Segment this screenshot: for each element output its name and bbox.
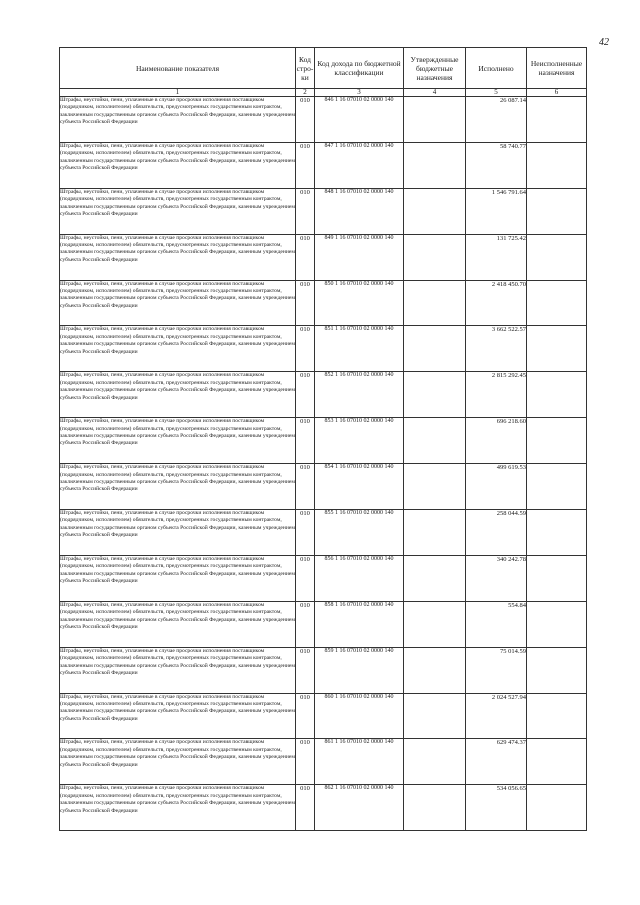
revenue-code-cell: 860 1 16 07010 02 0000 140 [315, 693, 404, 739]
table-row [60, 510, 587, 556]
column-number: 5 [466, 89, 527, 97]
executed-cell: 1 546 791.64 [466, 188, 527, 234]
column-number: 3 [315, 89, 404, 97]
line-code-cell: 010 [296, 188, 315, 234]
executed-cell: 534 056.65 [466, 785, 527, 831]
header-approved: Утвержденные бюджетные назначения [404, 48, 466, 89]
executed-cell: 499 619.53 [466, 464, 527, 510]
table-header-row [60, 48, 587, 89]
line-code-cell: 010 [296, 555, 315, 601]
revenue-code-cell: 846 1 16 07010 02 0000 140 [315, 97, 404, 143]
executed-cell: 75 014.59 [466, 647, 527, 693]
unexecuted-cell [527, 647, 587, 693]
table-row [60, 142, 587, 188]
line-code-cell: 010 [296, 510, 315, 556]
executed-cell: 554.84 [466, 601, 527, 647]
executed-cell: 2 418 450.70 [466, 280, 527, 326]
indicator-name-cell: Штрафы, неустойки, пени, уплаченные в случае просрочки исполнения поставщиком (подрядчиком, исполнителем) обязательств, предусмотренных государственным контрактом, заключенным государственным органом субъекта Российской Федерации, казенным учреждением субъекта Российской Федерации [60, 693, 296, 739]
line-code-cell: 010 [296, 739, 315, 785]
line-code-cell: 010 [296, 464, 315, 510]
table-row [60, 372, 587, 418]
header-indicator-name: Наименование показателя [60, 48, 296, 89]
revenue-code-cell: 847 1 16 07010 02 0000 140 [315, 142, 404, 188]
approved-cell [404, 326, 466, 372]
unexecuted-cell [527, 326, 587, 372]
revenue-table [59, 47, 587, 831]
line-code-cell: 010 [296, 372, 315, 418]
indicator-name-cell: Штрафы, неустойки, пени, уплаченные в случае просрочки исполнения поставщиком (подрядчиком, исполнителем) обязательств, предусмотренных государственным контрактом, заключенным государственным органом субъекта Российской Федерации, казенным учреждением субъекта Российской Федерации [60, 326, 296, 372]
header-revenue-code: Код дохода по бюджетной классификации [315, 48, 404, 89]
approved-cell [404, 693, 466, 739]
line-code-cell: 010 [296, 601, 315, 647]
approved-cell [404, 280, 466, 326]
approved-cell [404, 188, 466, 234]
approved-cell [404, 785, 466, 831]
unexecuted-cell [527, 97, 587, 143]
unexecuted-cell [527, 188, 587, 234]
approved-cell [404, 97, 466, 143]
executed-cell: 58 740.77 [466, 142, 527, 188]
line-code-cell: 010 [296, 280, 315, 326]
executed-cell: 629 474.37 [466, 739, 527, 785]
executed-cell: 3 662 522.57 [466, 326, 527, 372]
approved-cell [404, 372, 466, 418]
approved-cell [404, 510, 466, 556]
table-row [60, 280, 587, 326]
indicator-name-cell: Штрафы, неустойки, пени, уплаченные в случае просрочки исполнения поставщиком (подрядчиком, исполнителем) обязательств, предусмотренных государственным контрактом, заключенным государственным органом субъекта Российской Федерации, казенным учреждением субъекта Российской Федерации [60, 510, 296, 556]
approved-cell [404, 234, 466, 280]
approved-cell [404, 418, 466, 464]
unexecuted-cell [527, 418, 587, 464]
executed-cell: 26 087.14 [466, 97, 527, 143]
table-row [60, 647, 587, 693]
revenue-code-cell: 861 1 16 07010 02 0000 140 [315, 739, 404, 785]
line-code-cell: 010 [296, 97, 315, 143]
column-number: 2 [296, 89, 315, 97]
unexecuted-cell [527, 785, 587, 831]
revenue-code-cell: 856 1 16 07010 02 0000 140 [315, 555, 404, 601]
indicator-name-cell: Штрафы, неустойки, пени, уплаченные в случае просрочки исполнения поставщиком (подрядчиком, исполнителем) обязательств, предусмотренных государственным контрактом, заключенным государственным органом субъекта Российской Федерации, казенным учреждением субъекта Российской Федерации [60, 464, 296, 510]
approved-cell [404, 601, 466, 647]
unexecuted-cell [527, 739, 587, 785]
executed-cell: 340 242.78 [466, 555, 527, 601]
line-code-cell: 010 [296, 647, 315, 693]
line-code-cell: 010 [296, 693, 315, 739]
indicator-name-cell: Штрафы, неустойки, пени, уплаченные в случае просрочки исполнения поставщиком (подрядчиком, исполнителем) обязательств, предусмотренных государственным контрактом, заключенным государственным органом субъекта Российской Федерации, казенным учреждением субъекта Российской Федерации [60, 418, 296, 464]
header-executed: Исполнено [466, 48, 527, 89]
revenue-code-cell: 851 1 16 07010 02 0000 140 [315, 326, 404, 372]
unexecuted-cell [527, 601, 587, 647]
approved-cell [404, 739, 466, 785]
approved-cell [404, 555, 466, 601]
indicator-name-cell: Штрафы, неустойки, пени, уплаченные в случае просрочки исполнения поставщиком (подрядчиком, исполнителем) обязательств, предусмотренных государственным контрактом, заключенным государственным органом субъекта Российской Федерации, казенным учреждением субъекта Российской Федерации [60, 188, 296, 234]
revenue-code-cell: 859 1 16 07010 02 0000 140 [315, 647, 404, 693]
executed-cell: 258 044.59 [466, 510, 527, 556]
unexecuted-cell [527, 464, 587, 510]
indicator-name-cell: Штрафы, неустойки, пени, уплаченные в случае просрочки исполнения поставщиком (подрядчиком, исполнителем) обязательств, предусмотренных государственным контрактом, заключенным государственным органом субъекта Российской Федерации, казенным учреждением субъекта Российской Федерации [60, 785, 296, 831]
indicator-name-cell: Штрафы, неустойки, пени, уплаченные в случае просрочки исполнения поставщиком (подрядчиком, исполнителем) обязательств, предусмотренных государственным контрактом, заключенным государственным органом субъекта Российской Федерации, казенным учреждением субъекта Российской Федерации [60, 280, 296, 326]
header-line-code: Код стро-ки [296, 48, 315, 89]
column-number: 1 [60, 89, 296, 97]
indicator-name-cell: Штрафы, неустойки, пени, уплаченные в случае просрочки исполнения поставщиком (подрядчиком, исполнителем) обязательств, предусмотренных государственным контрактом, заключенным государственным органом субъекта Российской Федерации, казенным учреждением субъекта Российской Федерации [60, 142, 296, 188]
revenue-code-cell: 850 1 16 07010 02 0000 140 [315, 280, 404, 326]
table-row [60, 464, 587, 510]
revenue-code-cell: 848 1 16 07010 02 0000 140 [315, 188, 404, 234]
table-row [60, 739, 587, 785]
line-code-cell: 010 [296, 785, 315, 831]
unexecuted-cell [527, 372, 587, 418]
indicator-name-cell: Штрафы, неустойки, пени, уплаченные в случае просрочки исполнения поставщиком (подрядчиком, исполнителем) обязательств, предусмотренных государственным контрактом, заключенным государственным органом субъекта Российской Федерации, казенным учреждением субъекта Российской Федерации [60, 372, 296, 418]
table-row [60, 693, 587, 739]
unexecuted-cell [527, 510, 587, 556]
revenue-code-cell: 862 1 16 07010 02 0000 140 [315, 785, 404, 831]
table-row [60, 785, 587, 831]
unexecuted-cell [527, 234, 587, 280]
unexecuted-cell [527, 142, 587, 188]
unexecuted-cell [527, 693, 587, 739]
line-code-cell: 010 [296, 142, 315, 188]
table-row [60, 326, 587, 372]
table-row [60, 97, 587, 143]
table-row [60, 234, 587, 280]
column-numbering-row [60, 89, 587, 97]
indicator-name-cell: Штрафы, неустойки, пени, уплаченные в случае просрочки исполнения поставщиком (подрядчиком, исполнителем) обязательств, предусмотренных государственным контрактом, заключенным государственным органом субъекта Российской Федерации, казенным учреждением субъекта Российской Федерации [60, 739, 296, 785]
table-row [60, 601, 587, 647]
indicator-name-cell: Штрафы, неустойки, пени, уплаченные в случае просрочки исполнения поставщиком (подрядчиком, исполнителем) обязательств, предусмотренных государственным контрактом, заключенным государственным органом субъекта Российской Федерации, казенным учреждением субъекта Российской Федерации [60, 601, 296, 647]
revenue-code-cell: 853 1 16 07010 02 0000 140 [315, 418, 404, 464]
table-row [60, 418, 587, 464]
revenue-code-cell: 858 1 16 07010 02 0000 140 [315, 601, 404, 647]
indicator-name-cell: Штрафы, неустойки, пени, уплаченные в случае просрочки исполнения поставщиком (подрядчиком, исполнителем) обязательств, предусмотренных государственным контрактом, заключенным государственным органом субъекта Российской Федерации, казенным учреждением субъекта Российской Федерации [60, 647, 296, 693]
column-number: 6 [527, 89, 587, 97]
column-number: 4 [404, 89, 466, 97]
indicator-name-cell: Штрафы, неустойки, пени, уплаченные в случае просрочки исполнения поставщиком (подрядчиком, исполнителем) обязательств, предусмотренных государственным контрактом, заключенным государственным органом субъекта Российской Федерации, казенным учреждением субъекта Российской Федерации [60, 555, 296, 601]
unexecuted-cell [527, 555, 587, 601]
revenue-code-cell: 854 1 16 07010 02 0000 140 [315, 464, 404, 510]
table-row [60, 555, 587, 601]
approved-cell [404, 142, 466, 188]
approved-cell [404, 647, 466, 693]
executed-cell: 2 024 527.94 [466, 693, 527, 739]
table-row [60, 188, 587, 234]
unexecuted-cell [527, 280, 587, 326]
line-code-cell: 010 [296, 418, 315, 464]
line-code-cell: 010 [296, 326, 315, 372]
executed-cell: 2 815 292.45 [466, 372, 527, 418]
indicator-name-cell: Штрафы, неустойки, пени, уплаченные в случае просрочки исполнения поставщиком (подрядчиком, исполнителем) обязательств, предусмотренных государственным контрактом, заключенным государственным органом субъекта Российской Федерации, казенным учреждением субъекта Российской Федерации [60, 234, 296, 280]
page-number: 42 [599, 37, 609, 48]
revenue-code-cell: 852 1 16 07010 02 0000 140 [315, 372, 404, 418]
revenue-code-cell: 849 1 16 07010 02 0000 140 [315, 234, 404, 280]
revenue-code-cell: 855 1 16 07010 02 0000 140 [315, 510, 404, 556]
indicator-name-cell: Штрафы, неустойки, пени, уплаченные в случае просрочки исполнения поставщиком (подрядчиком, исполнителем) обязательств, предусмотренных государственным контрактом, заключенным государственным органом субъекта Российской Федерации, казенным учреждением субъекта Российской Федерации [60, 97, 296, 143]
header-unexecuted: Неисполненные назначения [527, 48, 587, 89]
executed-cell: 696 218.60 [466, 418, 527, 464]
executed-cell: 131 725.42 [466, 234, 527, 280]
line-code-cell: 010 [296, 234, 315, 280]
approved-cell [404, 464, 466, 510]
